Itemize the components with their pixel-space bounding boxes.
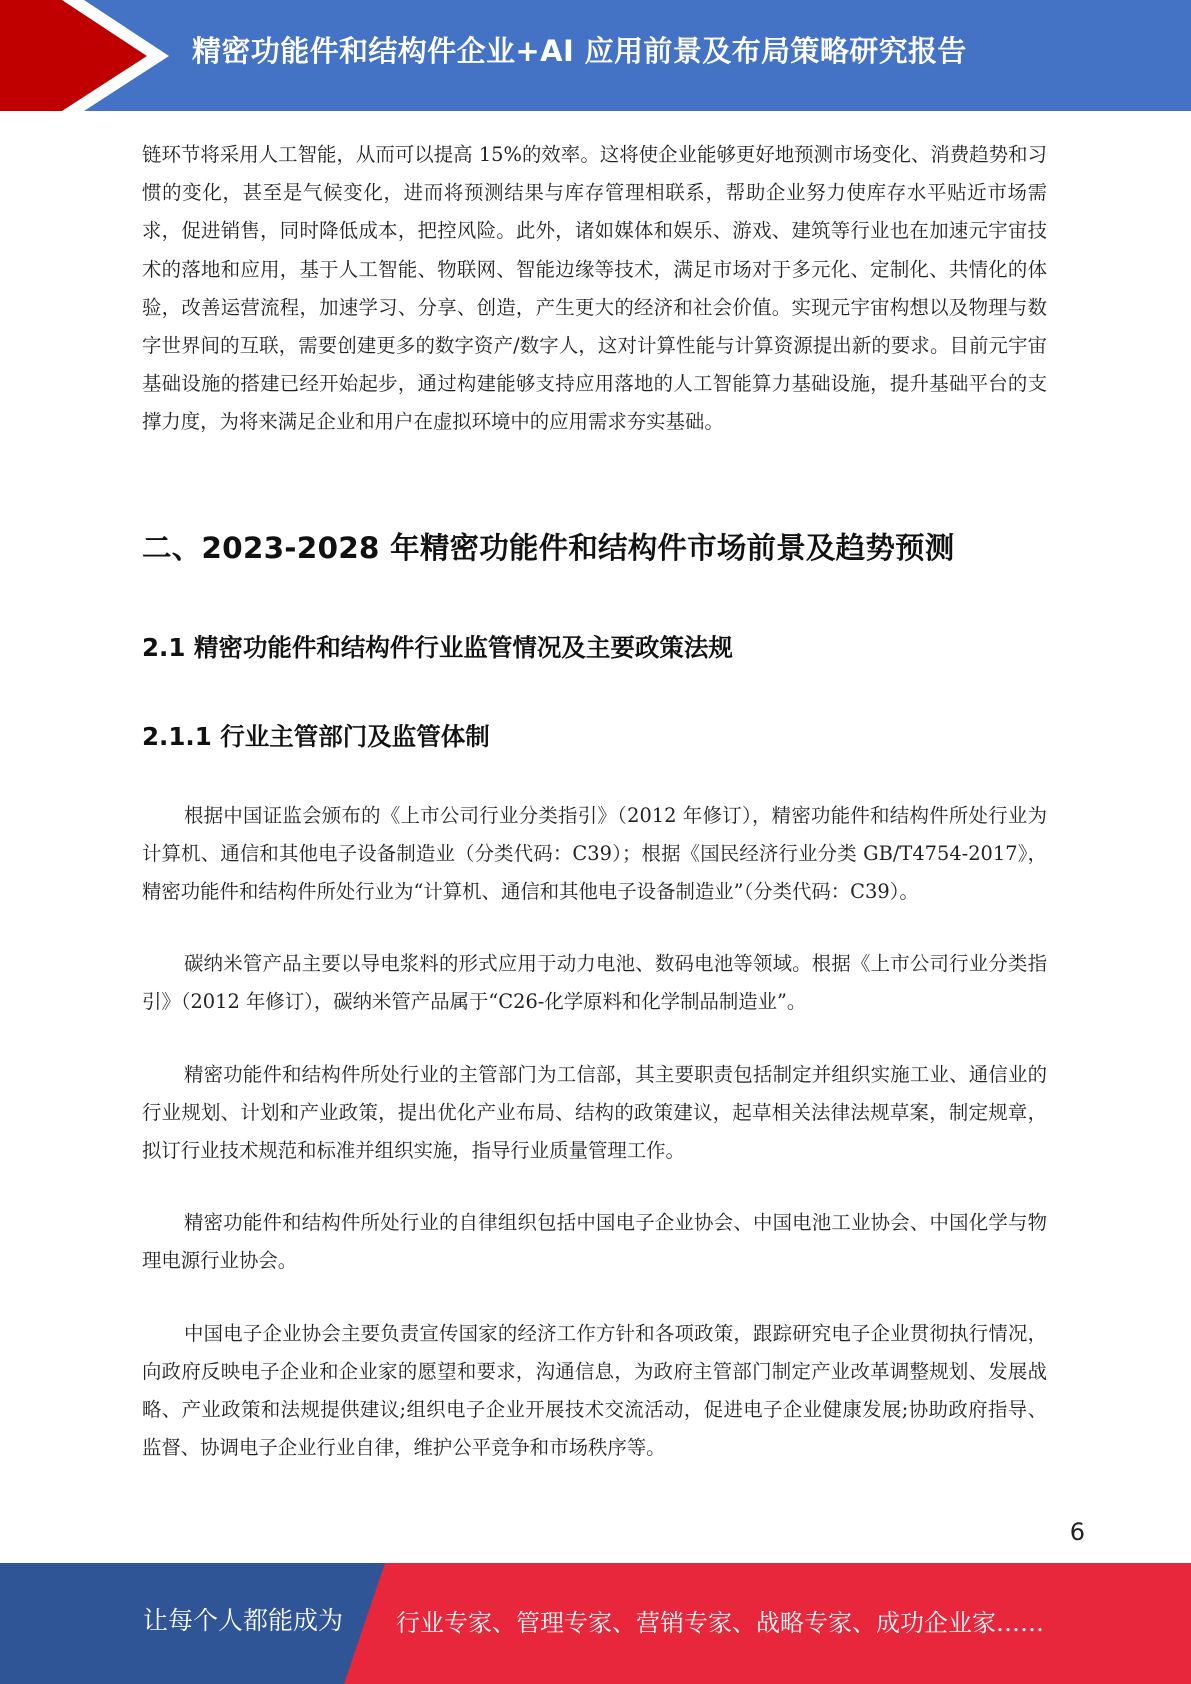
body-paragraph: 碳纳米管产品主要以导电浆料的形式应用于动力电池、数码电池等领域。根据《上市公司行业分类指引》（2012 年修订），碳纳米管产品属于“C26-化学原料和化学制品制造业”。 xyxy=(142,952,1047,1014)
header-banner xyxy=(0,0,1191,111)
page-number: 6 xyxy=(1069,1518,1085,1546)
footer-banner xyxy=(0,1563,1191,1684)
footer-slogan-left: 让每个人都能成为 xyxy=(143,1606,344,1635)
body-paragraph: 根据中国证监会颁布的《上市公司行业分类指引》（2012 年修订），精密功能件和结构件所处行业为计算机、通信和其他电子设备制造业（分类代码：C39）；根据《国民经济行业分类 GB/T4754-2017》，精密功能件和结构件所处行业为“计算机、通信和其他电子设备制造业”（分类代码：C39）。 xyxy=(142,803,1047,904)
subsection-heading: 2.1 精密功能件和结构件行业监管情况及主要政策法规 xyxy=(142,632,733,662)
section-heading: 二、2023-2028 年精密功能件和结构件市场前景及趋势预测 xyxy=(142,530,955,565)
subsubsection-heading: 2.1.1 行业主管部门及监管体制 xyxy=(142,721,490,751)
body-paragraph: 中国电子企业协会主要负责宣传国家的经济工作方针和各项政策，跟踪研究电子企业贯彻执行情况，向政府反映电子企业和企业家的愿望和要求，沟通信息，为政府主管部门制定产业改革调整规划、发展战略、产业政策和法规提供建议;组织电子企业开展技术交流活动，促进电子企业健康发展;协助政府指导、监督、协调电子企业行业自律，维护公平竞争和市场秩序等。 xyxy=(142,1321,1047,1460)
report-title: 精密功能件和结构件企业+AI 应用前景及布局策略研究报告 xyxy=(192,34,967,68)
body-paragraph: 精密功能件和结构件所处行业的自律组织包括中国电子企业协会、中国电池工业协会、中国化学与物理电源行业协会。 xyxy=(142,1211,1047,1273)
footer-slogan-right: 行业专家、管理专家、营销专家、战略专家、成功企业家…… xyxy=(396,1609,1044,1637)
body-paragraph: 精密功能件和结构件所处行业的主管部门为工信部，其主要职责包括制定并组织实施工业、通信业的行业规划、计划和产业政策，提出优化产业布局、结构的政策建议，起草相关法律法规草案，制定规章，拟订行业技术规范和标准并组织实施，指导行业质量管理工作。 xyxy=(142,1062,1047,1163)
intro-paragraph: 链环节将采用人工智能，从而可以提高 15%的效率。这将使企业能够更好地预测市场变化、消费趋势和习惯的变化，甚至是气候变化，进而将预测结果与库存管理相联系，帮助企业努力使库存水平贴近市场需求，促进销售，同时降低成本，把控风险。此外，诸如媒体和娱乐、游戏、建筑等行业也在加速元宇宙技术的落地和应用，基于人工智能、物联网、智能边缘等技术，满足市场对于多元化、定制化、共情化的体验，改善运营流程，加速学习、分享、创造，产生更大的经济和社会价值。实现元宇宙构想以及物理与数字世界间的互联，需要创建更多的数字资产/数字人，这对计算性能与计算资源提出新的要求。目前元宇宙基础设施的搭建已经开始起步，通过构建能够支持应用落地的人工智能算力基础设施，提升基础平台的支撑力度，为将来满足企业和用户在虚拟环境中的应用需求夯实基础。 xyxy=(142,143,1047,434)
main-content xyxy=(142,136,1047,1467)
